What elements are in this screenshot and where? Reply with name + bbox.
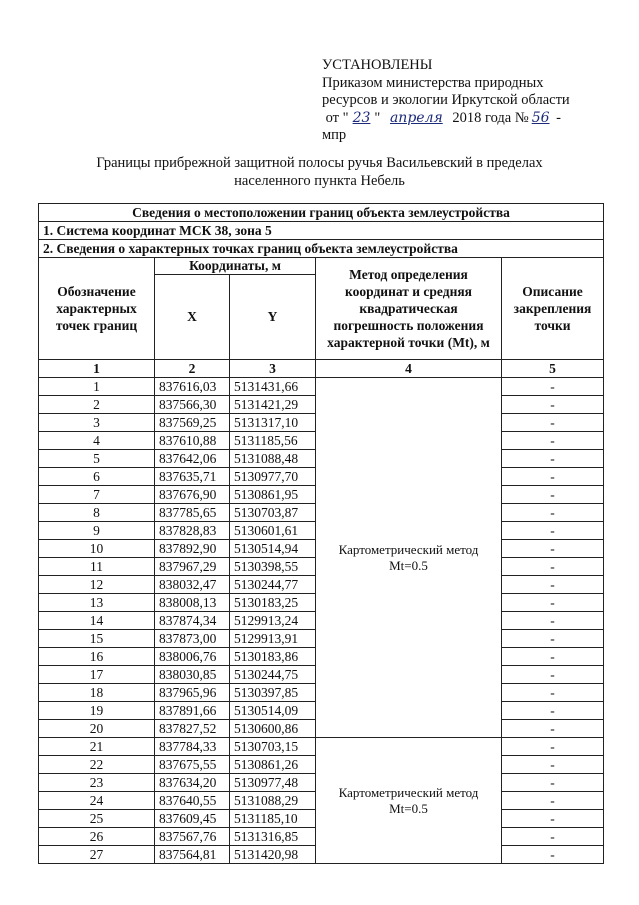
- coord-y: 5130183,86: [230, 648, 316, 666]
- coord-y: 5130861,95: [230, 486, 316, 504]
- point-number: 23: [39, 774, 155, 792]
- coord-x: 837676,90: [155, 486, 230, 504]
- coord-x: 837609,45: [155, 810, 230, 828]
- approval-from: от ": [325, 109, 349, 126]
- coord-y: 5130514,94: [230, 540, 316, 558]
- coord-x: 837640,55: [155, 792, 230, 810]
- coord-x: 837965,96: [155, 684, 230, 702]
- coord-x: 837967,29: [155, 558, 230, 576]
- coordinates-table: [38, 203, 604, 864]
- point-description: -: [502, 612, 604, 630]
- point-number: 17: [39, 666, 155, 684]
- point-number: 18: [39, 684, 155, 702]
- point-description: -: [502, 486, 604, 504]
- coord-x: 837828,83: [155, 522, 230, 540]
- point-description: -: [502, 792, 604, 810]
- coord-y: 5131088,48: [230, 450, 316, 468]
- approval-suffix: мпр: [322, 127, 347, 143]
- col-designation-header: Обозначение характерных точек границ: [39, 258, 155, 360]
- approval-order-line: Приказом министерства природных: [322, 74, 544, 91]
- approval-block: [322, 57, 622, 145]
- method-cell: [316, 378, 502, 738]
- point-description: -: [502, 594, 604, 612]
- coord-x: 837892,90: [155, 540, 230, 558]
- coord-y: 5130244,77: [230, 576, 316, 594]
- coord-y: 5130183,25: [230, 594, 316, 612]
- table-row: [39, 738, 604, 756]
- coord-x: 837827,52: [155, 720, 230, 738]
- coord-y: 5130977,70: [230, 468, 316, 486]
- coord-y: 5131185,10: [230, 810, 316, 828]
- approval-ministry-line: ресурсов и экологии Иркутской области: [322, 92, 570, 108]
- points-section-row: 2. Сведения о характерных точках границ объекта землеустройства: [39, 240, 604, 258]
- title-line-1: Границы прибрежной защитной полосы ручья Васильевский в пределах: [96, 155, 543, 171]
- coord-y: 5131421,29: [230, 396, 316, 414]
- point-description: -: [502, 414, 604, 432]
- point-number: 10: [39, 540, 155, 558]
- coord-x: 837642,06: [155, 450, 230, 468]
- coord-y: 5131317,10: [230, 414, 316, 432]
- point-description: -: [502, 504, 604, 522]
- col-coords-header: Координаты, м: [155, 258, 316, 275]
- point-description: -: [502, 720, 604, 738]
- point-description: -: [502, 828, 604, 846]
- col-x-header: X: [155, 275, 230, 360]
- point-description: -: [502, 810, 604, 828]
- coord-y: 5130977,48: [230, 774, 316, 792]
- point-number: 7: [39, 486, 155, 504]
- col-number-5: 5: [502, 360, 604, 378]
- point-description: -: [502, 666, 604, 684]
- coord-x: 837891,66: [155, 702, 230, 720]
- coord-y: 5131185,56: [230, 432, 316, 450]
- coord-y: 5130514,09: [230, 702, 316, 720]
- point-description: -: [502, 684, 604, 702]
- point-number: 22: [39, 756, 155, 774]
- point-number: 26: [39, 828, 155, 846]
- point-number: 19: [39, 702, 155, 720]
- point-description: -: [502, 648, 604, 666]
- coord-x: 837564,81: [155, 846, 230, 864]
- coord-y: 5130861,26: [230, 756, 316, 774]
- point-number: 2: [39, 396, 155, 414]
- coord-x: 837635,71: [155, 468, 230, 486]
- coord-x: 838030,85: [155, 666, 230, 684]
- point-description: -: [502, 468, 604, 486]
- point-number: 27: [39, 846, 155, 864]
- coord-y: 5130703,87: [230, 504, 316, 522]
- coord-x: 837874,34: [155, 612, 230, 630]
- approval-number: 56: [531, 109, 550, 126]
- point-number: 6: [39, 468, 155, 486]
- approval-date-line: [322, 110, 622, 128]
- approval-day: 23: [352, 109, 371, 126]
- coord-y: 5129913,24: [230, 612, 316, 630]
- coord-y: 5130244,75: [230, 666, 316, 684]
- coord-x: 837873,00: [155, 630, 230, 648]
- point-description: -: [502, 378, 604, 396]
- coord-x: 838008,13: [155, 594, 230, 612]
- point-description: -: [502, 540, 604, 558]
- coord-x: 837566,30: [155, 396, 230, 414]
- point-number: 3: [39, 414, 155, 432]
- coord-y: 5130600,86: [230, 720, 316, 738]
- point-description: -: [502, 846, 604, 864]
- col-number-4: 4: [316, 360, 502, 378]
- coord-x: 838032,47: [155, 576, 230, 594]
- coord-y: 5130703,15: [230, 738, 316, 756]
- approval-quote: ": [374, 109, 381, 126]
- point-number: 24: [39, 792, 155, 810]
- point-number: 25: [39, 810, 155, 828]
- coord-x: 837610,88: [155, 432, 230, 450]
- coord-x: 837784,33: [155, 738, 230, 756]
- coord-y: 5131316,85: [230, 828, 316, 846]
- coord-y: 5131088,29: [230, 792, 316, 810]
- point-description: -: [502, 522, 604, 540]
- coord-y: 5130601,61: [230, 522, 316, 540]
- point-number: 15: [39, 630, 155, 648]
- approval-month: апреля: [389, 109, 443, 126]
- point-description: -: [502, 558, 604, 576]
- method-mt: Mt=0.5: [389, 800, 428, 816]
- table-heading: Сведения о местоположении границ объекта землеустройства: [39, 204, 604, 222]
- point-number: 21: [39, 738, 155, 756]
- point-number: 9: [39, 522, 155, 540]
- title-line-2: населенного пункта Небель: [234, 172, 405, 189]
- point-number: 11: [39, 558, 155, 576]
- coord-y: 5131431,66: [230, 378, 316, 396]
- method-text: Картометрический метод: [338, 784, 479, 800]
- coord-x: 838006,76: [155, 648, 230, 666]
- point-number: 14: [39, 612, 155, 630]
- point-description: -: [502, 702, 604, 720]
- col-number-3: 3: [230, 360, 316, 378]
- coord-x: 837569,25: [155, 414, 230, 432]
- point-number: 5: [39, 450, 155, 468]
- col-desc-header: Описание закрепления точки: [502, 258, 604, 360]
- coord-x: 837567,76: [155, 828, 230, 846]
- coord-y: 5130397,85: [230, 684, 316, 702]
- coord-x: 837785,65: [155, 504, 230, 522]
- coord-x: 837634,20: [155, 774, 230, 792]
- approval-heading: УСТАНОВЛЕНЫ: [322, 57, 433, 73]
- point-number: 20: [39, 720, 155, 738]
- method-cell: [316, 738, 502, 864]
- coord-y: 5130398,55: [230, 558, 316, 576]
- coord-y: 5129913,91: [230, 630, 316, 648]
- point-description: -: [502, 630, 604, 648]
- point-description: -: [502, 450, 604, 468]
- point-number: 8: [39, 504, 155, 522]
- point-description: -: [502, 576, 604, 594]
- method-text: Картометрический метод: [338, 541, 479, 557]
- col-y-header: Y: [230, 275, 316, 360]
- col-number-1: 1: [39, 360, 155, 378]
- point-description: -: [502, 774, 604, 792]
- coord-x: 837675,55: [155, 756, 230, 774]
- coord-x: 837616,03: [155, 378, 230, 396]
- point-number: 1: [39, 378, 155, 396]
- approval-year: 2018 года №: [452, 109, 529, 126]
- col-number-2: 2: [155, 360, 230, 378]
- point-number: 12: [39, 576, 155, 594]
- method-mt: Mt=0.5: [389, 557, 428, 573]
- point-description: -: [502, 756, 604, 774]
- point-number: 16: [39, 648, 155, 666]
- point-description: -: [502, 738, 604, 756]
- coord-y: 5131420,98: [230, 846, 316, 864]
- point-number: 4: [39, 432, 155, 450]
- approval-dash: -: [556, 109, 561, 126]
- col-method-header: Метод определения координат и средняя квадратическая погрешность положения характерной точки (Mt), м: [316, 258, 502, 360]
- point-number: 13: [39, 594, 155, 612]
- table-row: [39, 378, 604, 396]
- point-description: -: [502, 432, 604, 450]
- point-description: -: [502, 396, 604, 414]
- document-title: [0, 155, 639, 190]
- coord-system-row: 1. Система координат МСК 38, зона 5: [39, 222, 604, 240]
